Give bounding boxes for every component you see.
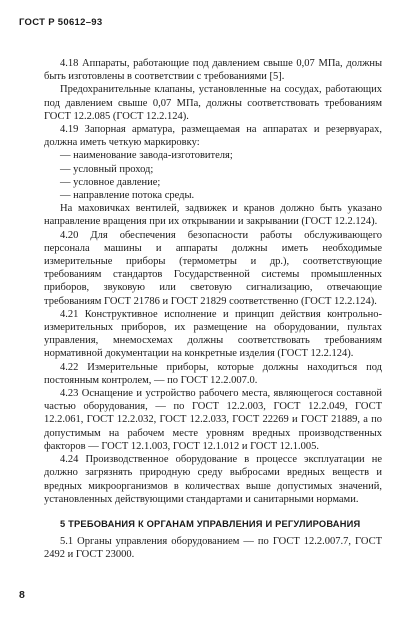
paragraph-4-19: 4.19 Запорная арматура, размещаемая на аппаратах и резервуарах, должна иметь четкую маркировку: [44,124,382,149]
paragraph-4-20: 4.20 Для обеспечения безопасности работы обслуживающего персонала машины и аппараты должны иметь необходимые измерительные приборы (термометры и др.), соответствующие требованиям стандартов Государственной системы промышленных приборов, звуковую или световую сигнализацию, отвечающие требованиям ГОСТ 21786 и ГОСТ 21829 соответственно (ГОСТ 12.2.124). [44,229,382,307]
marking-list [44,149,382,202]
document-code-header: ГОСТ Р 50612–93 [19,17,103,28]
paragraph-4-23: 4.23 Оснащение и устройство рабочего места, являющегося составной частью оборудования, — по ГОСТ 12.2.003, ГОСТ 12.2.049, ГОСТ 12.2.061, ГОСТ 12.2.032, ГОСТ 12.2.033, ГОСТ 22269 и ГОСТ 21889, а по допустимым на рабочем месте уровням вредных производственных факторов — ГОСТ 12.1.003, ГОСТ 12.1.012 и ГОСТ 12.1.005. [44,388,382,452]
paragraph-4-22: 4.22 Измерительные приборы, которые должны находиться под постоянным контролем, — по ГОСТ 12.2.007.0. [44,361,382,386]
paragraph-4-24: 4.24 Производственное оборудование в процессе эксплуатации не должно загрязнять природную среду выбросами вредных веществ и вредных микроорганизмов в количествах выше допустимых значений, установленных действующими стандартами и санитарными нормами. [44,454,382,505]
paragraph-5-1: 5.1 Органы управления оборудованием — по ГОСТ 12.2.007.7, ГОСТ 2492 и ГОСТ 23000. [44,536,382,561]
section-title: 5 ТРЕБОВАНИЯ К ОРГАНАМ УПРАВЛЕНИЯ И РЕГУЛИРОВАНИЯ [60,518,361,529]
list-item: — условный проход; [60,163,154,175]
list-item: — условное давление; [60,176,161,188]
paragraph-safety-valves: Предохранительные клапаны, установленные на сосудах, работающих под давлением свыше 0,07 МПа, должны соответствовать требованиям ГОСТ 12.2.085 (ГОСТ 12.2.124). [44,84,382,122]
list-item: — направление потока среды. [60,190,195,202]
document-body [44,57,382,562]
paragraph-4-21: 4.21 Конструктивное исполнение и принцип действия контрольно-измерительных приборов, их размещение на оборудовании, пультах управления, мнемосхемах должны соответствовать требованиям нормативной документации на конкретные изделия (ГОСТ 12.2.124). [44,308,382,360]
paragraph-flywheels: На маховичках вентилей, задвижек и кранов должно быть указано направление вращения при их открывании и закрывании (ГОСТ 12.2.124). [44,203,382,228]
page-number: 8 [19,589,25,601]
list-item: — наименование завода-изготовителя; [60,150,233,162]
paragraph-4-18: 4.18 Аппараты, работающие под давлением свыше 0,07 МПа, должны быть изготовлены в соответствии с требованиями [5]. [44,58,382,83]
